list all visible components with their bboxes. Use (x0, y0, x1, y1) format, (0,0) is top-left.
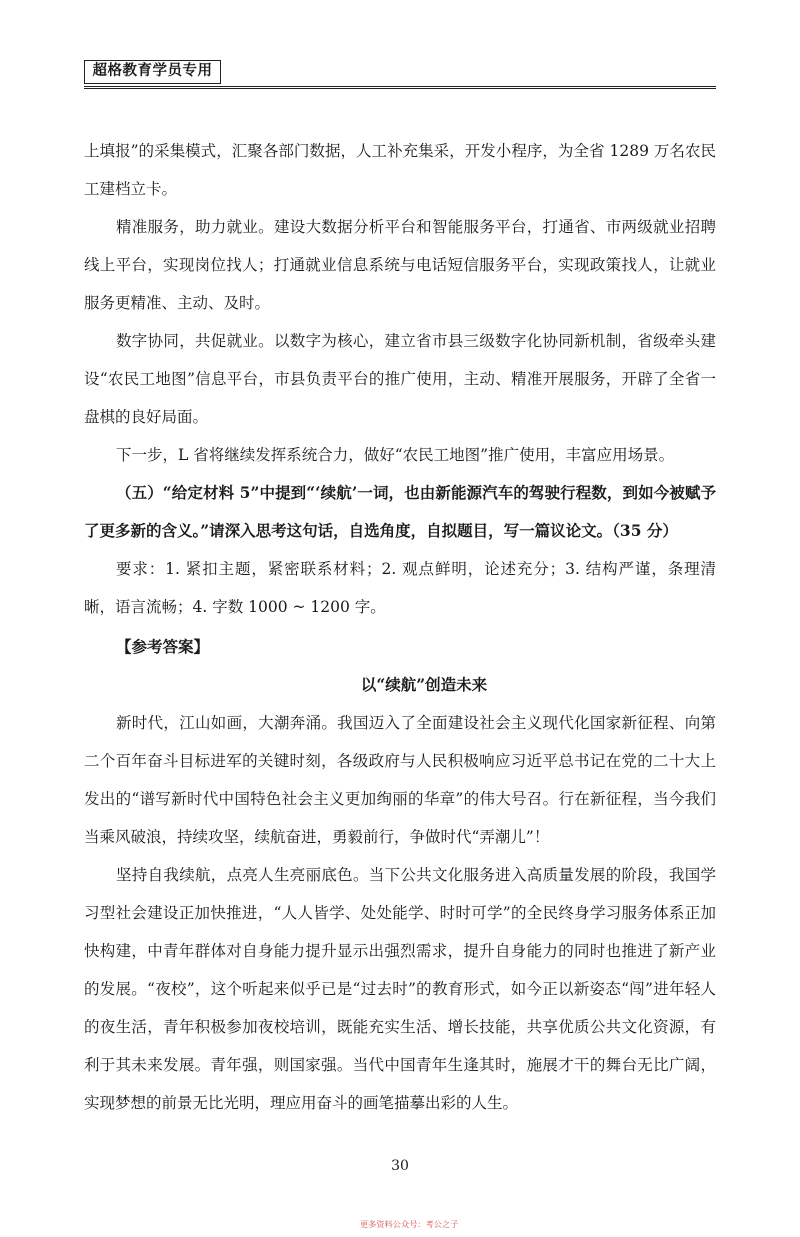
body-text (84, 132, 716, 1122)
page-number: 30 (391, 1158, 409, 1174)
header-label: 超格教育学员专用 (84, 60, 221, 84)
paragraph: 下一步，L 省将继续发挥系统合力，做好“农民工地图”推广使用，丰富应用场景。 (116, 446, 675, 464)
question-prompt: （五）“给定材料 5”中提到“‘续航’一词，也由新能源汽车的驾驶行程数，到如今被赋予了更多新的含义。”请深入思考这句话，自选角度，自拟题目，写一篇议论文。（35 分） (84, 483, 716, 540)
paragraph-continuation: 上填报”的采集模式，汇聚各部门数据，人工补充集采，开发小程序，为全省 1289 万名农民工建档立卡。 (84, 142, 716, 198)
essay-title: 以“续航”创造未来 (360, 675, 488, 694)
paragraph: 数字协同，共促就业。以数字为核心，建立省市县三级数字化协同新机制，省级牵头建设“农民工地图”信息平台，市县负责平台的推广使用，主动、精准开展服务，开辟了全省一盘棋的良好局面。 (84, 332, 716, 426)
watermark: 更多资料公众号：考公之子 (360, 1220, 459, 1229)
paragraph: 新时代，江山如画，大潮奔涌。我国迈入了全面建设社会主义现代化国家新征程、向第二个百年奋斗目标进军的关键时刻，各级政府与人民积极响应习近平总书记在党的二十大上发出的“谱写新时代中国特色社会主义更加绚丽的华章”的伟大号召。行在新征程，当今我们当乘风破浪，持续攻坚，续航奋进，勇毅前行，争做时代“弄潮儿”！ (84, 714, 716, 846)
header-divider (84, 86, 716, 89)
paragraph: 精准服务，助力就业。建设大数据分析平台和智能服务平台，打通省、市两级就业招聘线上平台，实现岗位找人；打通就业信息系统与电话短信服务平台，实现政策找人，让就业服务更精准、主动、及时。 (84, 218, 716, 312)
paragraph: 坚持自我续航，点亮人生亮丽底色。当下公共文化服务进入高质量发展的阶段，我国学习型社会建设正加快推进，“人人皆学、处处能学、时时可学”的全民终身学习服务体系正加快构建，中青年群体对自身能力提升显示出强烈需求，提升自身能力的同时也推进了新产业的发展。“夜校”，这个听起来似乎已是“过去时”的教育形式，如今正以新姿态“闯”进年轻人的夜生活，青年积极参加夜校培训，既能充实生活、增长技能，共享优质公共文化资源，有利于其未来发展。青年强，则国家强。当代中国青年生逢其时，施展才干的舞台无比广阔，实现梦想的前景无比光明，理应用奋斗的画笔描摹出彩的人生。 (84, 866, 716, 1112)
requirements: 要求：1. 紧扣主题，紧密联系材料；2. 观点鲜明，论述充分；3. 结构严谨，条理清晰，语言流畅；4. 字数 1000 ~ 1200 字。 (84, 560, 716, 616)
answer-heading: 【参考答案】 (116, 637, 210, 656)
